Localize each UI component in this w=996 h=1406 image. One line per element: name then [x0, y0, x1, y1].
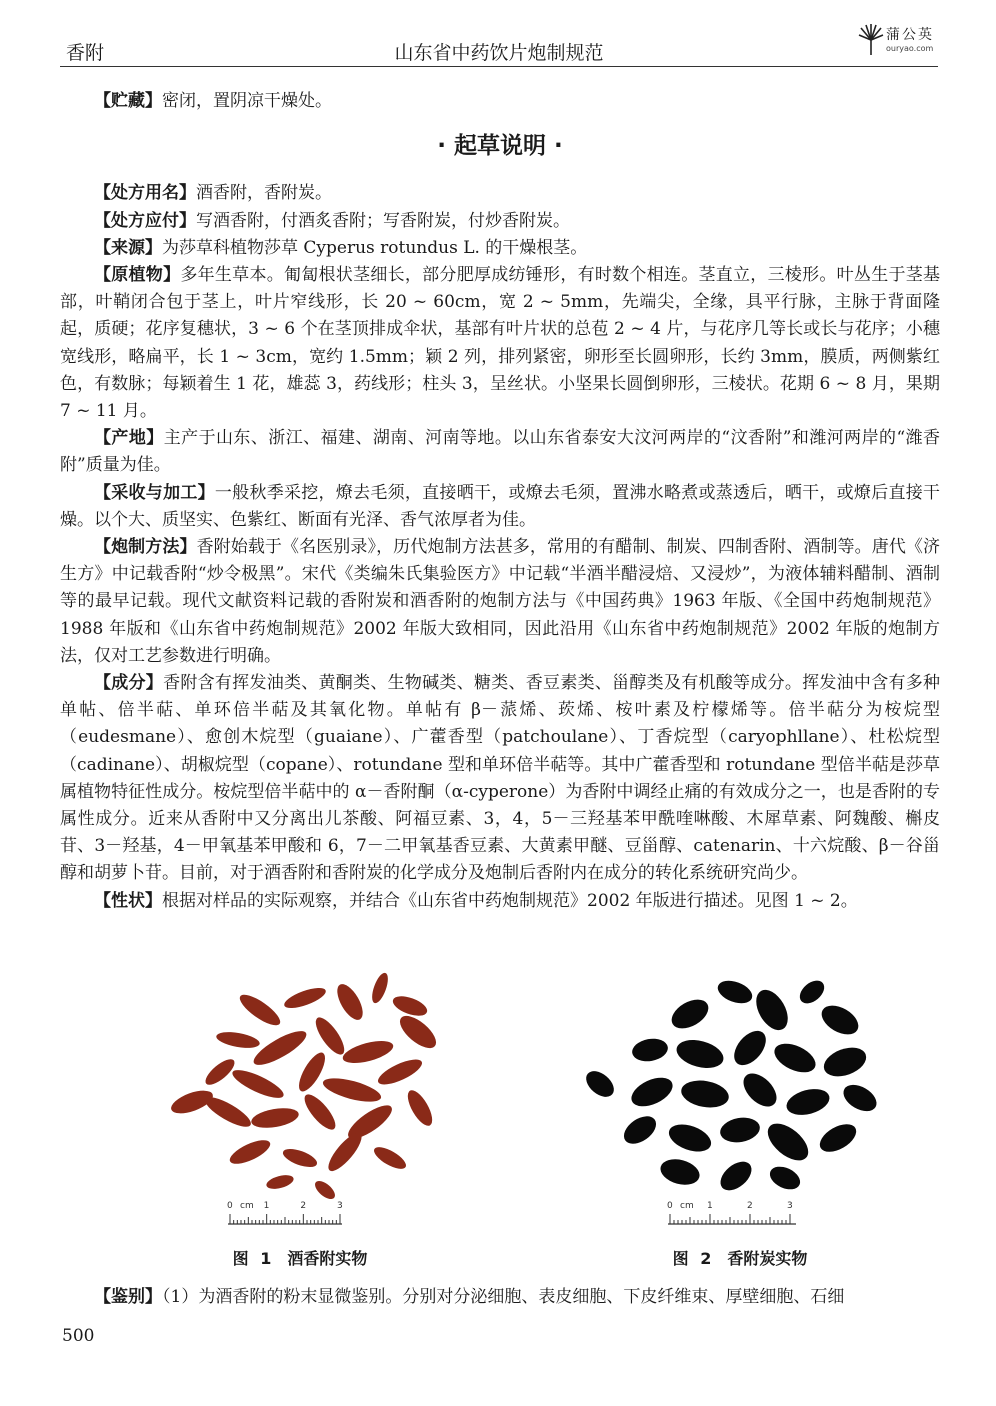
paragraph: [60, 888, 940, 915]
specimen-piece: [820, 1042, 870, 1081]
scale-label: 1: [707, 1201, 713, 1211]
paragraph-text: 根据对样品的实际观察，并结合《山东省中药炮制规范》2002 年版进行描述。见图 1 ~ 2。: [162, 890, 858, 911]
paragraph-tag: 【炮制方法】: [94, 537, 197, 558]
specimen-piece: [236, 990, 284, 1031]
paragraph: [60, 208, 940, 235]
specimen-piece: [250, 1025, 311, 1071]
specimen-piece: [784, 1085, 833, 1120]
scale-bar: [227, 1201, 343, 1224]
specimen-piece: [718, 1115, 762, 1146]
specimen-piece: [403, 1087, 437, 1130]
identification-tag: 【鉴别】: [94, 1287, 162, 1307]
scale-label: 1: [263, 1201, 270, 1211]
specimen-piece: [715, 976, 756, 1007]
specimen-piece: [619, 1111, 661, 1150]
specimen-piece: [215, 1029, 261, 1050]
storage-paragraph: [60, 88, 940, 115]
specimen-piece: [766, 1162, 803, 1194]
paragraph: [60, 235, 940, 262]
logo-name: 蒲公英: [886, 27, 934, 43]
page-body: [60, 88, 940, 915]
specimen-piece: [770, 1038, 820, 1078]
specimen-piece: [395, 1010, 442, 1054]
specimen-piece: [282, 984, 328, 1012]
paragraph-text: 酒香附，香附炭。: [196, 183, 332, 204]
figure-1: [100, 962, 500, 1280]
specimen-piece: [341, 1037, 396, 1068]
specimen-piece: [667, 994, 714, 1035]
specimen-piece: [630, 1036, 669, 1064]
specimen-piece: [390, 992, 429, 1019]
paragraph: [60, 480, 940, 534]
page-number: 500: [62, 1326, 95, 1346]
figures: [60, 962, 940, 1280]
specimen-piece: [300, 1090, 341, 1134]
specimen-piece: [737, 1067, 782, 1112]
paragraph-tag: 【采收与加工】: [94, 482, 215, 503]
scale-label: 0: [227, 1201, 233, 1211]
paragraph-text: 多年生草本。匍匐根状茎细长，部分肥厚成纺锤形，有时数个相连。茎直立，三棱形。叶丛生于茎基部，叶鞘闭合包于茎上，叶片窄线形，长 20 ~ 60cm，宽 2 ~ 5mm，先端尖，全缘，具平行脉，主脉于背面隆起，质硬；花序复穗状，3 ~ 6 个在茎顶排成伞状，基部有叶片状的总苞 2 ~ 4 片，与花序几等长或长与花序；小穗宽线形，略扁平，长 1 ~ 3cm，宽约 1.5mm；颖 2 列，排列紧密，卵形至长圆卵形，长约 3mm，膜质，两侧紫红色，有数脉；每颖着生 1 花，雄蕊 3，药线形；柱头 3，呈丝状。小坚果长圆倒卵形，三棱状。花期 6 ~ 8 月，果期 7 ~ 11 月。: [60, 265, 941, 422]
paragraph-tag: 【原植物】: [94, 265, 181, 286]
storage-text: 密闭，置阴凉干燥处。: [162, 91, 332, 111]
specimen-piece: [229, 1065, 287, 1103]
scale-unit: cm: [240, 1201, 254, 1211]
paragraph-text: 一般秋季采挖，燎去毛须，直接晒干，或燎去毛须，置沸水略煮或蒸透后，晒干，或燎后直接干燥。以个大、质坚实、色紫红、断面有光泽、香气浓厚者为佳。: [60, 482, 941, 530]
identification-paragraph: [60, 1284, 940, 1311]
page-header: [60, 27, 938, 67]
specimen-piece: [750, 984, 795, 1035]
paragraph-text: 写酒香附，付酒炙香附；写香附炭，付炒香附炭。: [196, 210, 570, 231]
paragraph-text: 香附含有挥发油类、黄酮类、生物碱类、糖类、香豆素类、甾醇类及有机酸等成分。挥发油中含有多种单帖、倍半萜、单环倍半萜及其氧化物。单帖有 β－蒎烯、莰烯、桉叶素及柠檬烯等。倍半萜分为桉烷型（eudesmane）、愈创木烷型（guaiane）、广藿香型（patchoulane）、丁香烷型（caryophllane）、杜松烷型（cadinane）、胡椒烷型（copane）、rotundane 型和单环倍半萜等。其中广藿香型和 rotundane 型倍半萜是莎草属植物特征性成分。桉烷型倍半萜中的 α－香附酮（α-cyperone）为香附中调经止痛的有效成分之一，也是香附的专属性成分。近来从香附中又分离出儿茶酸、阿福豆素、3，4，5－三羟基苯甲酰喹啉酸、木犀草素、阿魏酸、槲皮苷、3－羟基，4－甲氧基苯甲酸和 6，7－二甲氧基香豆素、大黄素甲醚、豆甾醇、catenarin、十六烷酸、β－谷甾醇和胡萝卜苷。目前，对于酒香附和香附炭的化学成分及炮制后香附内在成分的转化系统研究尚少。: [60, 673, 941, 884]
paragraph: [60, 534, 940, 670]
publisher-logo: [858, 22, 938, 62]
storage-tag: 【贮藏】: [94, 91, 162, 111]
figure-2: [540, 962, 940, 1280]
specimen-piece: [312, 1178, 338, 1203]
scale-bar: [667, 1201, 796, 1224]
paragraph-text: 主产于山东、浙江、福建、湖南、河南等地。以山东省泰安大汶河两岸的“汶香附”和潍河两岸的“潍香附”质量为佳。: [60, 428, 941, 476]
paragraph-tag: 【成分】: [94, 673, 164, 694]
wine-cyperus-photo: [100, 962, 500, 1242]
specimen-piece: [673, 1035, 726, 1073]
paragraph-tag: 【性状】: [94, 890, 162, 911]
specimen-piece: [311, 1013, 349, 1058]
scale-unit: cm: [680, 1201, 694, 1211]
svg-text:0123cm: [227, 1201, 343, 1211]
paragraph: [60, 670, 940, 888]
identification-text: （1）为酒香附的粉末显微鉴别。分别对分泌细胞、表皮细胞、下皮纤维束、厚壁细胞、石细: [162, 1287, 845, 1307]
paragraph: [60, 425, 940, 479]
specimen-piece: [227, 1135, 274, 1168]
paragraph-tag: 【处方应付】: [94, 210, 196, 231]
specimen-piece: [323, 1128, 366, 1175]
paragraph-tag: 【处方用名】: [94, 183, 196, 204]
specimen-piece: [281, 1145, 320, 1170]
figure-1-caption: 图 1 酒香附实物: [232, 1249, 368, 1268]
specimen-piece: [250, 1105, 300, 1131]
running-head-title: 山东省中药饮片炮制规范: [394, 42, 604, 64]
scale-label: 0: [667, 1201, 673, 1211]
specimen-piece: [265, 1173, 295, 1192]
specimen-piece: [321, 1074, 384, 1107]
specimen-piece: [795, 976, 828, 1008]
specimen-piece: [375, 1055, 425, 1090]
paragraph-text: 为莎草科植物莎草 Cyperus rotundus L. 的干燥根茎。: [162, 237, 588, 258]
specimen-piece: [715, 1156, 757, 1196]
paragraph-tag: 【来源】: [94, 237, 162, 258]
paragraph: [60, 180, 940, 207]
specimen-piece: [294, 1049, 330, 1095]
scale-label: 3: [787, 1201, 793, 1211]
specimen-piece: [665, 1119, 715, 1157]
specimen-piece: [581, 1066, 618, 1102]
paragraph-tag: 【产地】: [94, 428, 164, 449]
specimen-piece: [815, 1118, 861, 1157]
specimen-piece: [817, 1000, 864, 1041]
paragraph-text: 香附始载于《名医别录》，历代炮制方法甚多，常用的有醋制、制炭、四制香附、酒制等。唐代《济生方》中记载香附“炒令极黑”。宋代《类编朱氏集验医方》中记载“半酒半醋浸焙、又浸炒”，为液体辅料醋制、酒制等的最早记载。现代文献资料记载的香附炭和酒香附的炮制方法与《中国药典》1963 年版、《全国中药炮制规范》1988 年版和《山东省中药炮制规范》2002 年版大致相同，因此沿用《山东省中药炮制规范》2002 年版的炮制方法，仅对工艺参数进行明确。: [60, 537, 941, 666]
specimen-piece: [201, 1092, 254, 1132]
specimen-piece: [839, 1079, 881, 1116]
running-head-left: 香附: [66, 42, 105, 64]
drafting-notes: [60, 180, 940, 914]
specimen-piece: [728, 1025, 772, 1071]
svg-text:0123cm: [667, 1201, 793, 1211]
figure-2-caption: 图 2 香附炭实物: [672, 1249, 808, 1268]
logo-url: ouryao.com: [886, 44, 934, 53]
section-title: · 起草说明 ·: [437, 133, 563, 160]
specimen-piece: [371, 1143, 409, 1173]
scale-label: 2: [747, 1201, 753, 1211]
specimen-piece: [627, 1072, 677, 1112]
dandelion-icon: [858, 22, 884, 56]
specimen-piece: [369, 971, 391, 1005]
paragraph: [60, 262, 940, 425]
specimen-piece: [679, 1077, 731, 1111]
scale-label: 2: [300, 1201, 307, 1211]
charred-cyperus-photo: [540, 962, 940, 1242]
scale-label: 3: [337, 1201, 343, 1211]
specimen-piece: [761, 1117, 814, 1168]
specimen-piece: [332, 980, 368, 1024]
specimen-piece: [658, 1155, 703, 1189]
